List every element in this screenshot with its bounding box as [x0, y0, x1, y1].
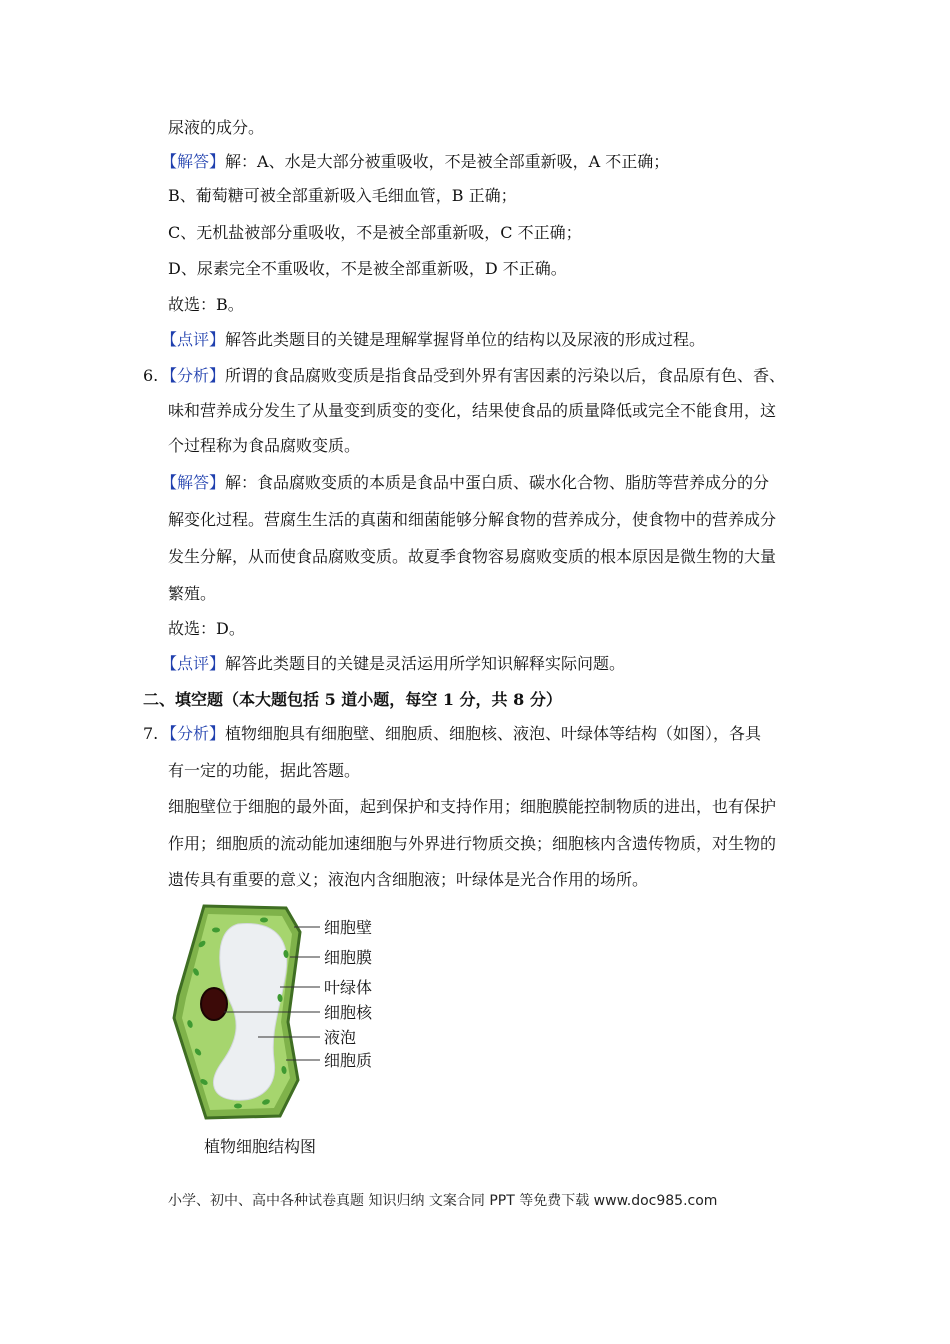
plant-cell-diagram [168, 902, 408, 1162]
q5-answer-line-2: B、葡萄糖可被全部重新吸入毛细血管，B 正确； [168, 186, 517, 205]
q7-detail-line-1: 细胞壁位于细胞的最外面，起到保护和支持作用；细胞膜能控制物质的进出，也有保护 [168, 797, 777, 816]
analysis-text: 所谓的食品腐败变质是指食品受到外界有害因素的污染以后，食品原有色、香、 [225, 366, 786, 385]
label-cytoplasm: 细胞质 [324, 1051, 373, 1070]
q5-answer-line-3: C、无机盐被部分重吸收，不是被全部重新吸，C 不正确； [168, 223, 582, 242]
comment-tag: 【点评】 [161, 330, 226, 349]
comment-text: 解答此类题目的关键是灵活运用所学知识解释实际问题。 [225, 654, 626, 673]
label-vacuole: 液泡 [324, 1028, 357, 1047]
q7-analysis-line-1 [161, 723, 761, 745]
q5-choice: 故选：B。 [168, 295, 244, 314]
analysis-tag: 【分析】 [161, 366, 226, 385]
nucleus [201, 988, 227, 1020]
q6-choice: 故选：D。 [168, 619, 245, 638]
answer-text: 解：A、水是大部分被重吸收，不是被全部重新吸，A 不正确； [225, 152, 670, 171]
q7-analysis-line-2: 有一定的功能，据此答题。 [168, 761, 361, 780]
q6-analysis-line-3: 个过程称为食品腐败变质。 [168, 436, 361, 455]
analysis-tag: 【分析】 [161, 724, 226, 743]
q6-answer-line-1 [161, 472, 769, 494]
q6-answer-line-2: 解变化过程。营腐生生活的真菌和细菌能够分解食物的营养成分，使食物中的营养成分 [168, 510, 777, 529]
q7-detail-line-3: 遗传具有重要的意义；液泡内含细胞液；叶绿体是光合作用的场所。 [168, 870, 649, 889]
label-chloroplast: 叶绿体 [324, 978, 373, 997]
answer-text: 解：食品腐败变质的本质是食品中蛋白质、碳水化合物、脂肪等营养成分的分 [225, 473, 770, 492]
page-footer: 小学、初中、高中各种试卷真题 知识归纳 文案合同 PPT 等免费下载 www.doc985.com [168, 1193, 718, 1209]
q5-comment [161, 329, 705, 351]
diagram-caption: 植物细胞结构图 [204, 1137, 317, 1156]
q6-comment [161, 653, 625, 675]
label-cell-wall: 细胞壁 [324, 918, 373, 937]
q6-answer-line-3: 发生分解，从而使食品腐败变质。故夏季食物容易腐败变质的根本原因是微生物的大量 [168, 547, 777, 566]
analysis-text: 植物细胞具有细胞壁、细胞质、细胞核、液泡、叶绿体等结构（如图），各具 [225, 724, 762, 743]
q6-number: 6. [143, 366, 159, 385]
q6-answer-line-4: 繁殖。 [168, 584, 217, 603]
q7-number: 7. [143, 724, 159, 743]
comment-text: 解答此类题目的关键是理解掌握肾单位的结构以及尿液的形成过程。 [225, 330, 706, 349]
q5-answer-line-4: D、尿素完全不重吸收，不是被全部重新吸，D 不正确。 [168, 259, 567, 278]
q5-answer-line-1 [161, 151, 669, 173]
answer-tag: 【解答】 [161, 473, 226, 492]
q5-continuation: 尿液的成分。 [168, 118, 265, 137]
q6-analysis-line-1 [161, 365, 785, 387]
answer-tag: 【解答】 [161, 152, 226, 171]
q6-analysis-line-2: 味和营养成分发生了从量变到质变的变化，结果使食品的质量降低或完全不能食用，这 [168, 401, 777, 420]
q7-detail-line-2: 作用；细胞质的流动能加速细胞与外界进行物质交换；细胞核内含遗传物质，对生物的 [168, 834, 777, 853]
section-heading: 二、填空题（本大题包括 5 道小题，每空 1 分，共 8 分） [143, 690, 562, 709]
label-cell-membrane: 细胞膜 [324, 948, 373, 967]
label-nucleus: 细胞核 [324, 1003, 373, 1022]
comment-tag: 【点评】 [161, 654, 226, 673]
